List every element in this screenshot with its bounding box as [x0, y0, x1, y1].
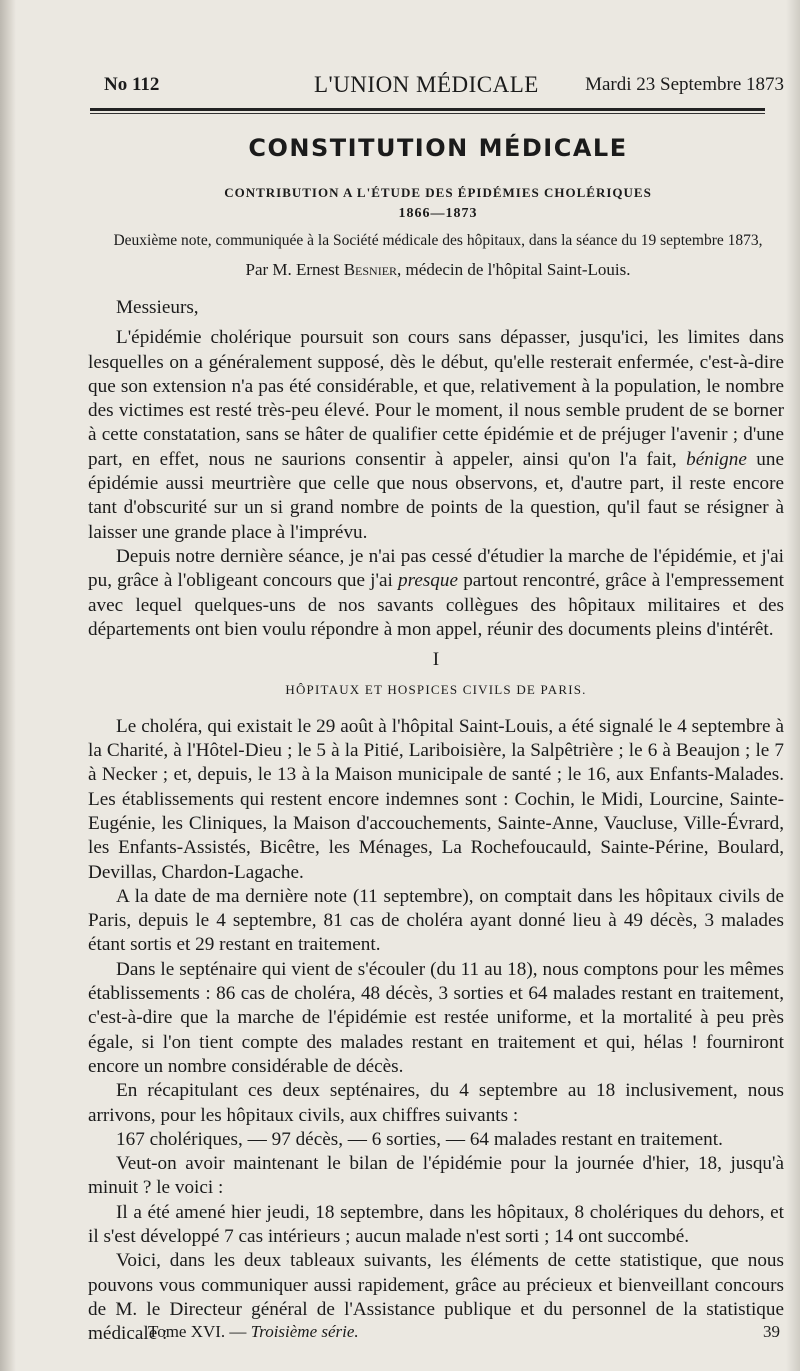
italic-word: bénigne — [686, 448, 747, 470]
paragraph: Depuis notre dernière séance, je n'ai pas cessé d'étudier la marche de l'épidémie, et j'ai pu, grâce à l'obligeant concours que j'ai presque partout rencontré, grâce à l'empressement avec lequel quelques-uns de nos savants collègues des hôpitaux militaires et des départements ont bien voulu répondre à mon appel, réunir des documents pleins d'intérêt. — [88, 545, 785, 640]
paragraph: Le choléra, qui existait le 29 août à l'hôpital Saint-Louis, a été signalé le 4 septembre à la Charité, à l'Hôtel-Dieu ; le 5 à la Pitié, Lariboisière, la Salpêtrière ; le 6 à Beaujon ; le 7 à Necker ; et, depuis, le 13 à la Maison municipale de santé ; le 16, aux Enfants-Malades. Les établissements qui restent encore indemnes sont : Cochin, le Midi, Lourcine, Sainte-Eugénie, les Cliniques, la Maison d'accouchements, Sainte-Anne, Vaucluse, Ville-Évrard, les Enfants-Assistés, Bicêtre, les Ménages, La Rochefoucauld, Sainte-Périne, Boulard, Devillas, Chardon-Lagache. — [88, 715, 784, 883]
paragraph: A la date de ma dernière note (11 septembre), on comptait dans les hôpitaux civils de Paris, depuis le 4 septembre, 81 cas de choléra ayant donné lieu à 49 décès, 3 malades étant sortis et 29 restant en traitement. — [88, 885, 784, 956]
journal-title: L'UNION MÉDICALE — [314, 72, 539, 97]
footer-tome: Tome XVI. — Troisième série. — [148, 1322, 359, 1341]
italic-word: presque — [397, 570, 459, 592]
article-author — [88, 260, 788, 280]
issue-date: Mardi 23 Septembre 1873 — [585, 74, 784, 95]
header-rule-thin — [90, 113, 765, 114]
paragraph: 167 cholériques, — 97 décès, — 6 sorties, — 64 malades restant en traitement. — [116, 1128, 723, 1150]
article-years: 1866—1873 — [398, 206, 478, 221]
paragraph: Veut-on avoir maintenant le bilan de l'épidémie pour la journée d'hier, 18, jusqu'à minuit ? le voici : — [88, 1153, 784, 1199]
section-title: CONSTITUTION MÉDICALE — [248, 134, 628, 162]
paragraph: L'épidémie cholérique poursuit son cours sans dépasser, jusqu'ici, les limites dans lesquelles on a généralement supposé, dès le début, qu'elle resterait enfermée, c'est-à-dire que son extension n'a pas été considérable, et que, relativement à la population, le nombre des victimes est resté très-peu élevé. Pour le moment, il nous semble prudent de se borner à cette constatation, sans se hâter de qualifier cette épidémie et de préjuger l'avenir ; d'une part, en effet, nous ne saurions consentir à appeler, ainsi qu'on l'a fait, bénigne une épidémie aussi meurtrière que celle que nous observons, et, d'autre part, il reste encore tant d'obscurité sur un si grand nombre de points de la question, qu'il faut se résigner à laisser une grande place à l'imprévu. — [88, 327, 785, 543]
paragraph: Voici, dans les deux tableaux suivants, les éléments de cette statistique, que nous pouvons vous communiquer aussi rapidement, grâce au précieux et bienveillant concours de M. le Directeur général de l'Assistance publique et du personnel de la statistique médicale : — [88, 1250, 784, 1345]
paragraph: En récapitulant ces deux septénaires, du 4 septembre au 18 inclusivement, nous arrivons, pour les hôpitaux civils, aux chiffres suivants : — [88, 1080, 784, 1126]
author-prefix: Par M. Ernest — [245, 260, 340, 279]
section-numeral: I — [432, 649, 440, 671]
header-rule-thick — [90, 108, 765, 111]
paragraph: Il a été amené hier jeudi, 18 septembre, dans les hôpitaux, 8 cholériques du dehors, et il s'est développé 7 cas intérieurs ; aucun malade n'est sorti ; 14 ont succombé. — [88, 1201, 784, 1247]
page-left-edge — [0, 0, 16, 1371]
page-right-edge — [786, 0, 800, 1371]
subsection-heading: HÔPITAUX ET HOSPICES CIVILS DE PARIS. — [285, 682, 587, 698]
article-body — [88, 296, 784, 1346]
issue-number: No 112 — [104, 74, 160, 95]
page-number: 39 — [763, 1322, 780, 1341]
article-title: CONTRIBUTION A L'ÉTUDE DES ÉPIDÉMIES CHOLÉRIQUES — [224, 185, 652, 200]
running-header — [88, 72, 788, 106]
article-note: Deuxième note, communiquée à la Société médicale des hôpitaux, dans la séance du 19 septembre 1873, — [113, 232, 763, 249]
salutation: Messieurs, — [116, 297, 199, 318]
paragraph: Dans le septénaire qui vient de s'écouler (du 11 au 18), nous comptons pour les mêmes établissements : 86 cas de choléra, 48 décès, 3 sorties et 64 malades restant en traitement, c'est-à-dire que la marche de l'épidémie est restée uniforme, et la mortalité à peu près égale, si l'on tient compte des malades restant en traitement et qui, hélas ! fourniront encore un nombre considérable de décès. — [88, 958, 784, 1077]
author-suffix: , médecin de l'hôpital Saint-Louis. — [397, 260, 631, 279]
author-name: Besnier — [343, 260, 398, 279]
page-footer — [88, 1322, 788, 1346]
